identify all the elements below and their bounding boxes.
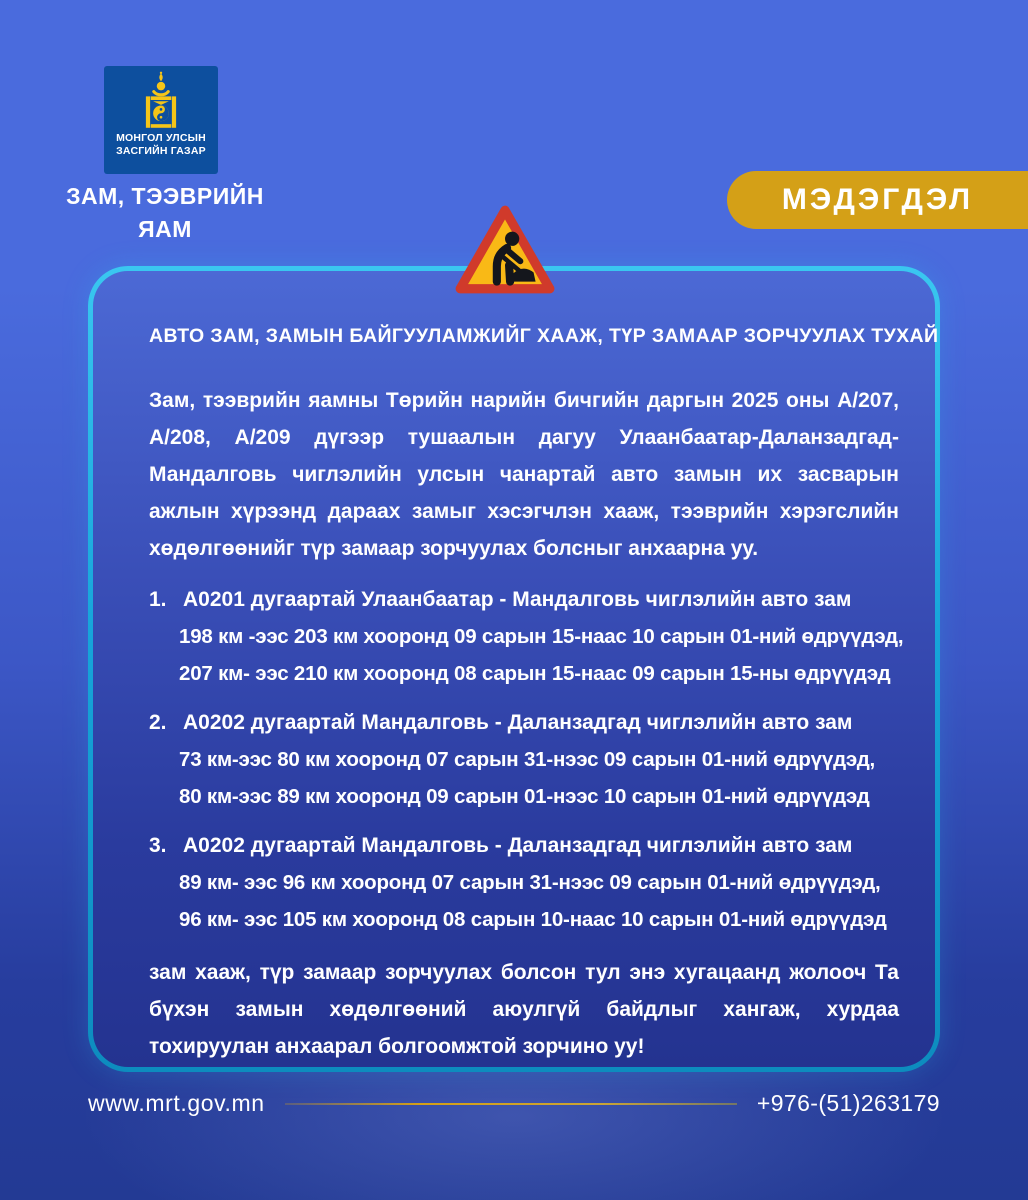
logo-caption-line2: ЗАСГИЙН ГАЗАР <box>116 145 206 157</box>
notice-badge-label: МЭДЭГДЭЛ <box>781 183 974 216</box>
item-title: А0201 дугаартай Улаанбаатар - Мандалговь чиглэлийн авто зам <box>183 588 852 611</box>
road-closure-item-1 <box>149 581 904 692</box>
item-detail-line: 198 км -ээс 203 км хооронд 09 сарын 15-наас 10 сарын 01-ний өдрүүдэд, <box>179 625 904 648</box>
notice-badge <box>727 171 1028 229</box>
item-detail-line: 96 км- ээс 105 км хооронд 08 сарын 10-наас 10 сарын 01-ний өдрүүдэд <box>179 908 887 931</box>
item-number: 3. <box>149 834 167 857</box>
item-detail-line: 73 км-ээс 80 км хооронд 07 сарын 31-нээс 09 сарын 01-ний өдрүүдэд, <box>179 748 876 771</box>
ministry-name-line2: ЯАМ <box>138 216 192 242</box>
phone-number: +976-(51)263179 <box>756 1090 940 1116</box>
item-title: А0202 дугаартай Мандалговь - Даланзадгад чиглэлийн авто зам <box>183 711 853 734</box>
item-detail-line: 89 км- ээс 96 км хооронд 07 сарын 31-нээс 09 сарын 01-ний өдрүүдэд, <box>179 871 881 894</box>
website-url: www.mrt.gov.mn <box>88 1090 265 1116</box>
logo-caption-line1: МОНГОЛ УЛСЫН <box>116 132 206 144</box>
notice-title: АВТО ЗАМ, ЗАМЫН БАЙГУУЛАМЖИЙГ ХААЖ, ТҮР ЗАМААР ЗОРЧУУЛАХ ТУХАЙ <box>149 325 939 347</box>
logo-caption <box>116 132 206 158</box>
footer-divider <box>285 1103 737 1105</box>
notice-card-body <box>93 271 939 1067</box>
road-closure-item-2 <box>149 704 899 815</box>
notice-card <box>88 266 940 1072</box>
soyombo-emblem-icon <box>142 71 180 129</box>
ministry-name <box>40 180 290 246</box>
government-logo <box>104 66 218 174</box>
notice-intro: Зам, тээврийн яамны Төрийн нарийн бичгийн даргын 2025 оны А/207, А/208, А/209 дүгээр тушаалын дагуу Улаанбаатар-Даланзадгад-Мандалговь чиглэлийн улсын чанартай авто замын их засварын ажлын хүрээнд дараах замыг хэсэгчлэн хааж, тээврийн хэрэгслийн хөдөлгөөнийг түр замаар зорчуулах болсныг анхаарна уу. <box>149 389 899 560</box>
notice-outro: зам хааж, түр замаар зорчуулах болсон тул энэ хугацаанд жолооч Та бүхэн замын хөдөлгөөний аюулгүй байдлыг хангаж, хурдаа тохируулан анхаарал болгоомжтой зорчино уу! <box>149 961 899 1058</box>
road-closure-item-3 <box>149 827 899 938</box>
item-detail-line: 207 км- ээс 210 км хооронд 08 сарын 15-наас 09 сарын 15-ны өдрүүдэд <box>179 662 891 685</box>
item-number: 2. <box>149 711 167 734</box>
item-title: А0202 дугаартай Мандалговь - Даланзадгад чиглэлийн авто зам <box>183 834 853 857</box>
ministry-name-line1: ЗАМ, ТЭЭВРИЙН <box>66 183 264 209</box>
footer <box>88 1090 940 1117</box>
item-detail-line: 80 км-ээс 89 км хооронд 09 сарын 01-нээс 10 сарын 01-ний өдрүүдэд <box>179 785 870 808</box>
roadwork-icon <box>452 200 558 300</box>
item-number: 1. <box>149 588 167 611</box>
